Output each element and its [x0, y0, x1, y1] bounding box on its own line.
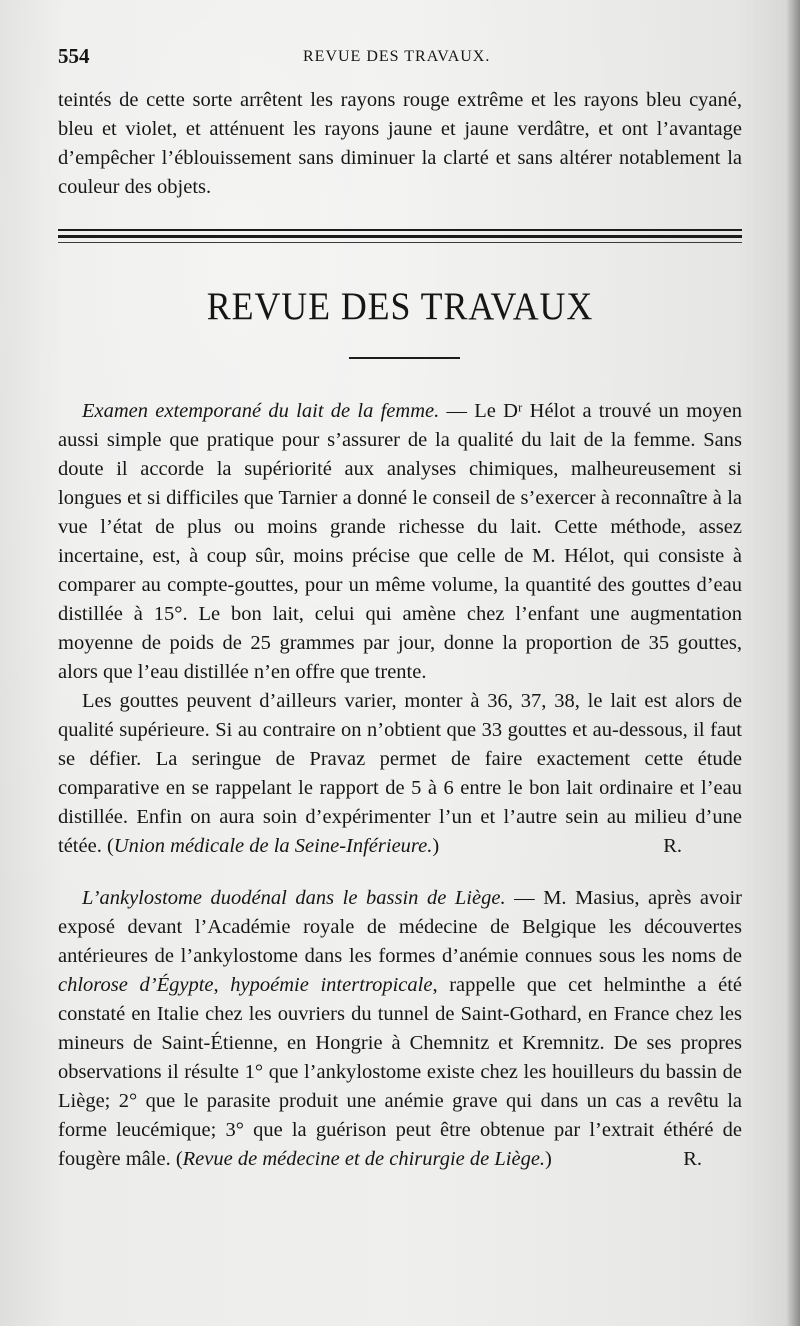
section-title: REVUE DES TRAVAUX: [206, 285, 594, 328]
article-2-separator: ,: [213, 974, 231, 996]
article-2-text-b: , rappelle que cet helminthe a été constaté en Italie chez les ouvriers du tunnel de Saint-Gothard, en France chez les mineurs de Saint-Étienne, en Hongrie à Chemnitz et Kremnitz. De ses propres observations il résulte 1° que l’ankylostome existe chez les houilleurs du bassin de Liège; 2° que le parasite produit une anémie grave qui dans un cas a revêtu la forme leucémique; 3° que la guérison peut être obtenue par l’extrait éthéré de fougère mâle. (: [58, 974, 742, 1170]
continued-paragraph: [58, 86, 742, 202]
article-2-signature: R.: [683, 1148, 702, 1170]
article-2-heading: L’ankylostome duodénal dans le bassin de Liège.: [82, 887, 506, 909]
title-underline: [349, 357, 460, 359]
page-number: 554: [58, 44, 90, 68]
article-2-paragraph: [58, 884, 742, 1174]
article-2-source-close: ): [545, 1148, 552, 1170]
article-1-signature: R.: [663, 835, 682, 857]
rule-line-middle: [58, 235, 742, 238]
article-1-source-close: ): [432, 835, 440, 857]
article-1-paragraph-2: [58, 687, 742, 861]
running-head: [58, 44, 748, 74]
rule-line-bottom: [58, 242, 742, 243]
article-1-source: Union médicale de la Seine-Inférieure.: [113, 835, 433, 857]
rule-line-top: [58, 229, 742, 231]
page-edge-shadow: [786, 0, 800, 1326]
article-1-heading: Examen extemporané du lait de la femme.: [82, 400, 440, 422]
top-paragraph: teintés de cette sorte arrêtent les rayons rouge extrême et les rayons bleu cyané, bleu et violet, et atténuent les rayons jaune et jaune verdâtre, et ont l’avantage d’empêcher l’éblouissement sans diminuer la clarté et sans altérer notablement la couleur des objets.: [58, 89, 742, 198]
articles: [58, 397, 742, 1174]
running-title: REVUE DES TRAVAUX.: [303, 48, 491, 65]
article-2-source: Revue de médecine et de chirurgie de Liège.: [182, 1148, 546, 1170]
section-rule: [58, 229, 742, 245]
article-2-term-1: chlorose d’Égypte: [58, 974, 214, 996]
article-1-text-2: Les gouttes peuvent d’ailleurs varier, monter à 36, 37, 38, le lait est alors de qualité supérieure. Si au contraire on n’obtient que 33 gouttes et au-dessous, il faut se défier. La seringue de Pravaz permet de faire exactement cette étude comparative en se rappelant le rapport de 5 à 6 entre le bon lait ordinaire et l’eau distillée. Enfin on aura soin d’expérimenter l’un et l’autre sein au milieu d’une tétée. (: [58, 690, 742, 857]
article-1-paragraph-1: [58, 397, 742, 687]
article-gap: [58, 861, 742, 884]
article-2-text-a: — M. Masius, après avoir exposé devant l’Académie royale de médecine de Belgique les découvertes antérieures de l’ankylostome dans les formes d’anémie connues sous les noms de: [58, 887, 742, 967]
article-2-term-2: hypoémie intertropicale: [230, 974, 433, 996]
article-1-text: — Le Dʳ Hélot a trouvé un moyen aussi simple que pratique pour s’assurer de la qualité du lait de la femme. Sans doute il accorde la supériorité aux analyses chimiques, malheureusement si longues et si difficiles que Tarnier a donné le conseil de s’exercer à reconnaître à la vue l’état de plus ou moins grande richesse du lait. Cette méthode, assez incertaine, est, à coup sûr, moins précise que celle de M. Hélot, qui consiste à comparer au compte-gouttes, pour un même volume, la quantité des gouttes d’eau distillée à 15°. Le bon lait, celui qui amène chez l’enfant une augmentation moyenne de poids de 25 grammes par jour, donne la proportion de 35 gouttes, alors que l’eau distillée n’en offre que trente.: [58, 400, 742, 683]
